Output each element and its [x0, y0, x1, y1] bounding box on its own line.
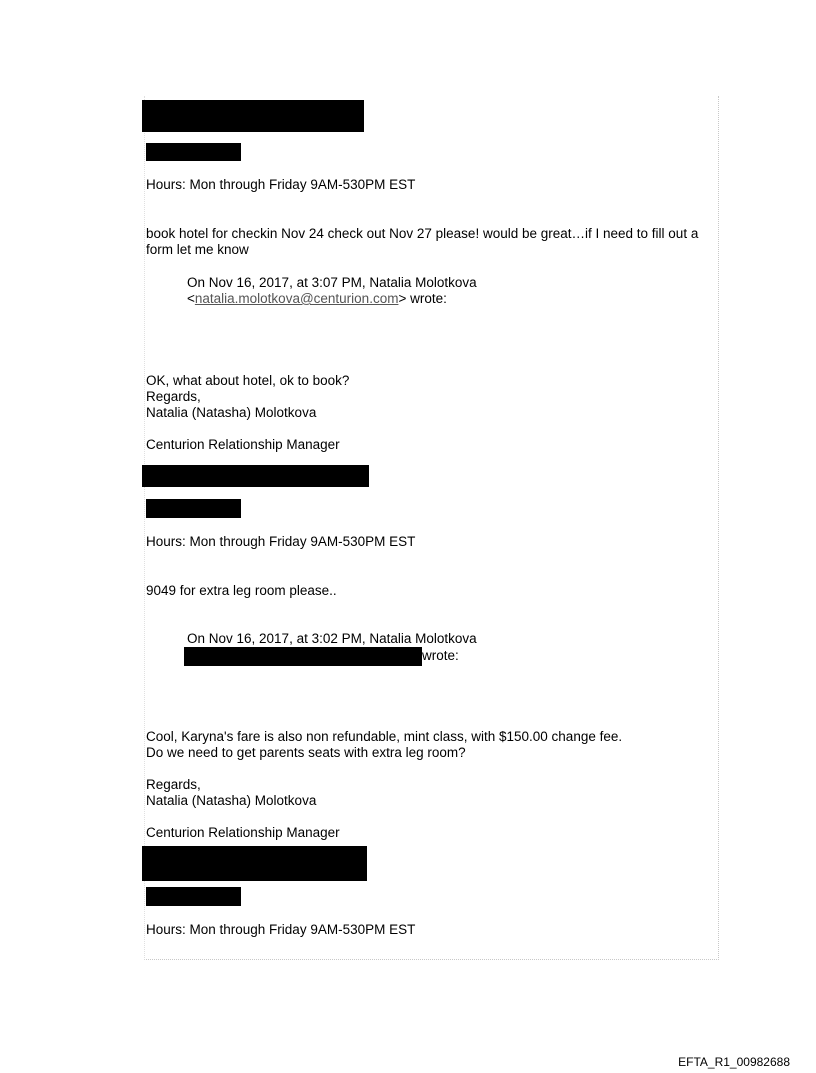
email-link[interactable]: natalia.molotkova@centurion.com	[194, 291, 399, 306]
redaction-bar	[142, 465, 369, 487]
redaction-bar	[184, 647, 422, 666]
redaction-bar	[146, 143, 241, 161]
signature-name: Natalia (Natasha) Molotkova	[146, 405, 317, 420]
regards-text: Regards,	[146, 777, 201, 792]
quote-wrote: wrote:	[422, 648, 459, 663]
redaction-bar	[142, 846, 367, 881]
quote-lt: <	[187, 291, 195, 306]
hours-text: Hours: Mon through Friday 9AM-530PM EST	[146, 922, 416, 937]
message-text: 9049 for extra leg room please..	[146, 583, 337, 598]
redaction-bar	[142, 100, 364, 132]
signature-title: Centurion Relationship Manager	[146, 437, 340, 452]
message-text: Cool, Karyna's fare is also non refundable, mint class, with $150.00 change fee.	[146, 729, 623, 744]
redaction-bar	[146, 499, 241, 518]
redaction-bar	[146, 887, 241, 906]
document-id: EFTA_R1_00982688	[678, 1055, 790, 1069]
message-text: Do we need to get parents seats with extra leg room?	[146, 745, 466, 760]
quote-wrote: > wrote:	[398, 291, 447, 306]
quote-header: On Nov 16, 2017, at 3:02 PM, Natalia Molotkova	[187, 631, 477, 646]
signature-title: Centurion Relationship Manager	[146, 825, 340, 840]
quote-header-email-line	[187, 291, 447, 307]
hours-text: Hours: Mon through Friday 9AM-530PM EST	[146, 177, 416, 192]
hours-text: Hours: Mon through Friday 9AM-530PM EST	[146, 534, 416, 549]
quote-header: On Nov 16, 2017, at 3:07 PM, Natalia Molotkova	[187, 275, 477, 290]
message-text: OK, what about hotel, ok to book?	[146, 373, 350, 388]
message-text: book hotel for checkin Nov 24 check out Nov 27 please! would be great…if I need to fill out a form let me know	[146, 226, 699, 257]
signature-name: Natalia (Natasha) Molotkova	[146, 793, 317, 808]
regards-text: Regards,	[146, 389, 201, 404]
